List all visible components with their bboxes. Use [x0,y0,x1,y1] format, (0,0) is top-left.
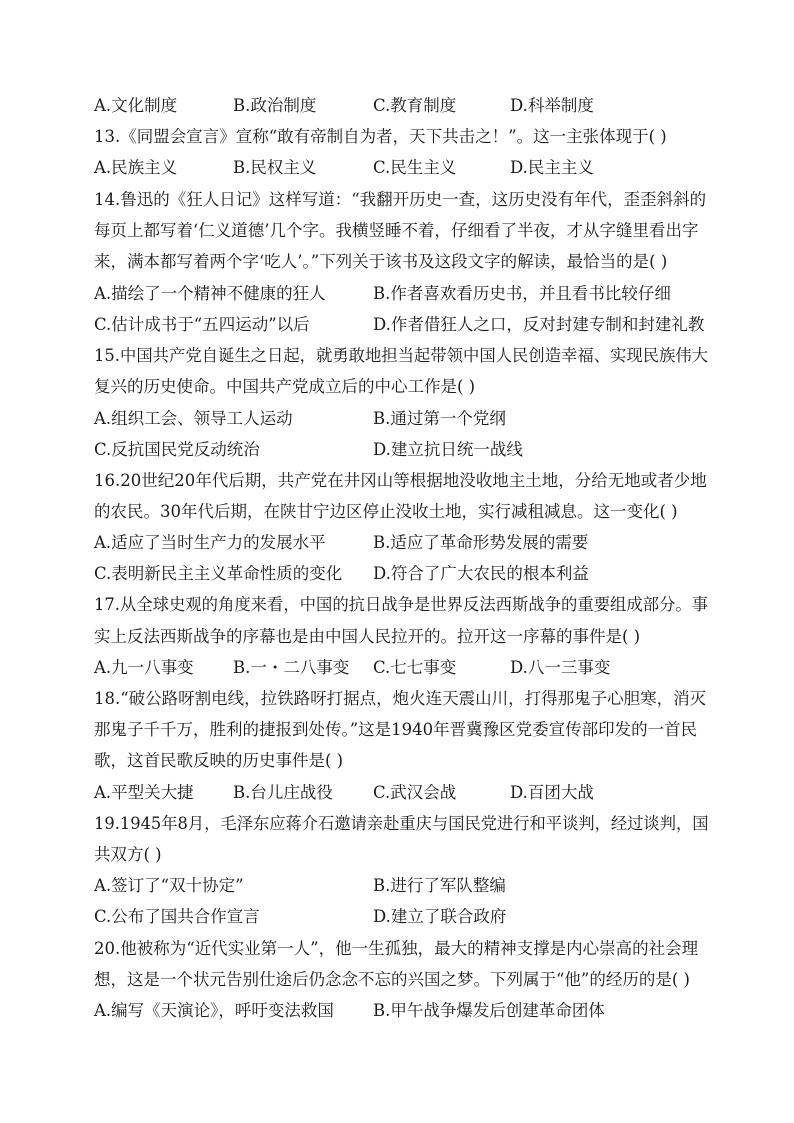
q13-option-a[interactable]: A.民族主义 [94,158,178,177]
q17-option-c[interactable]: C.七七事变 [373,658,457,677]
q18-option-d[interactable]: D.百团大战 [510,783,594,802]
q19-option-b[interactable]: B.进行了军队整编 [373,876,506,895]
q14-stem-line-3: 来，满本都写着两个字‘吃人’。”下列关于该书及这段文字的解读，最恰当的是( ) [94,252,668,271]
q16-stem-line-2: 的农民。30年代后期，在陕甘宁边区停止没收土地，实行减租减息。这一变化( ) [94,502,678,521]
q13-option-c[interactable]: C.民生主义 [373,158,457,177]
q15-option-d[interactable]: D.建立抗日统一战线 [373,440,523,459]
q14-option-d[interactable]: D.作者借狂人之口，反对封建专制和封建礼教 [373,315,705,334]
q13-stem: 13.《同盟会宣言》宣称“敢有帝制自为者，天下共击之！”。这一主张体现于( ) [94,127,667,146]
q16-option-c[interactable]: C.表明新民主主义革命性质的变化 [94,564,343,583]
q17-option-d[interactable]: D.八一三事变 [510,658,611,677]
q12-option-b[interactable]: B.政治制度 [233,96,317,115]
q18-option-c[interactable]: C.武汉会战 [373,783,457,802]
q19-option-c[interactable]: C.公布了国共合作宣言 [94,907,260,926]
q17-option-a[interactable]: A.九一八事变 [94,658,194,677]
q18-option-a[interactable]: A.平型关大捷 [94,783,194,802]
q16-stem-line-1: 16.20世纪20年代后期，共产党在井冈山等根据地没收地主土地，分给无地或者少地 [94,471,707,490]
q14-option-a[interactable]: A.描绘了一个精神不健康的狂人 [94,284,326,303]
q17-stem-line-2: 实上反法西斯战争的序幕也是由中国人民拉开的。拉开这一序幕的事件是( ) [94,627,641,646]
q12-option-c[interactable]: C.教育制度 [373,96,457,115]
q18-stem-line-1: 18.“破公路呀割电线，拉铁路呀打据点，炮火连天震山川，打得那鬼子心胆寒，消灭 [94,689,707,708]
q14-stem-line-2: 每页上都写着‘仁义道德’几个字。我横竖睡不着，仔细看了半夜，才从字缝里看出字 [94,221,699,240]
q18-stem-line-3: 歌，这首民歌反映的历史事件是( ) [94,751,344,770]
q16-option-a[interactable]: A.适应了当时生产力的发展水平 [94,533,326,552]
q19-option-d[interactable]: D.建立了联合政府 [373,907,507,926]
q14-option-b[interactable]: B.作者喜欢看历史书，并且看书比较仔细 [373,284,671,303]
q13-option-b[interactable]: B.民权主义 [233,158,317,177]
q19-stem-line-1: 19.1945年8月，毛泽东应蒋介石邀请亲赴重庆与国民党进行和平谈判，经过谈判，国 [94,814,709,833]
q18-option-b[interactable]: B.台儿庄战役 [233,783,333,802]
q16-option-b[interactable]: B.适应了革命形势发展的需要 [373,533,589,552]
q15-stem-line-2: 复兴的历史使命。中国共产党成立后的中心工作是( ) [94,377,476,396]
q14-stem-line-1: 14.鲁迅的《狂人日记》这样写道：“我翻开历史一查，这历史没有年代，歪歪斜斜的 [94,190,707,209]
q13-option-d[interactable]: D.民主主义 [510,158,594,177]
q16-option-d[interactable]: D.符合了广大农民的根本利益 [373,564,589,583]
q15-option-a[interactable]: A.组织工会、领导工人运动 [94,409,293,428]
q12-option-a[interactable]: A.文化制度 [94,96,178,115]
q20-stem-line-1: 20.他被称为“近代实业第一人”，他一生孤独，最大的精神支撑是内心崇高的社会理 [94,939,699,958]
q15-option-b[interactable]: B.通过第一个党纲 [373,409,506,428]
q19-option-a[interactable]: A.签订了“双十协定” [94,876,244,895]
q20-option-a[interactable]: A.编写《天演论》，呼吁变法救国 [94,1001,334,1020]
q15-stem-line-1: 15.中国共产党自诞生之日起，就勇敢地担当起带领中国人民创造幸福、实现民族伟大 [94,346,709,365]
q12-option-d[interactable]: D.科举制度 [510,96,594,115]
q15-option-c[interactable]: C.反抗国民党反动统治 [94,440,260,459]
q18-stem-line-2: 那鬼子千千万，胜利的捷报到处传。”这是1940年晋冀豫区党委宣传部印发的一首民 [94,720,698,739]
q20-option-b[interactable]: B.甲午战争爆发后创建革命团体 [373,1001,605,1020]
q20-stem-line-2: 想，这是一个状元告别仕途后仍念念不忘的兴国之梦。下列属于“他”的经历的是( ) [94,970,690,989]
q14-option-c[interactable]: C.估计成书于“五四运动”以后 [94,315,310,334]
q17-option-b[interactable]: B.一・二八事变 [233,658,350,677]
q19-stem-line-2: 共双方( ) [94,845,162,864]
q17-stem-line-1: 17.从全球史观的角度来看，中国的抗日战争是世界反法西斯战争的重要组成部分。事 [94,595,709,614]
